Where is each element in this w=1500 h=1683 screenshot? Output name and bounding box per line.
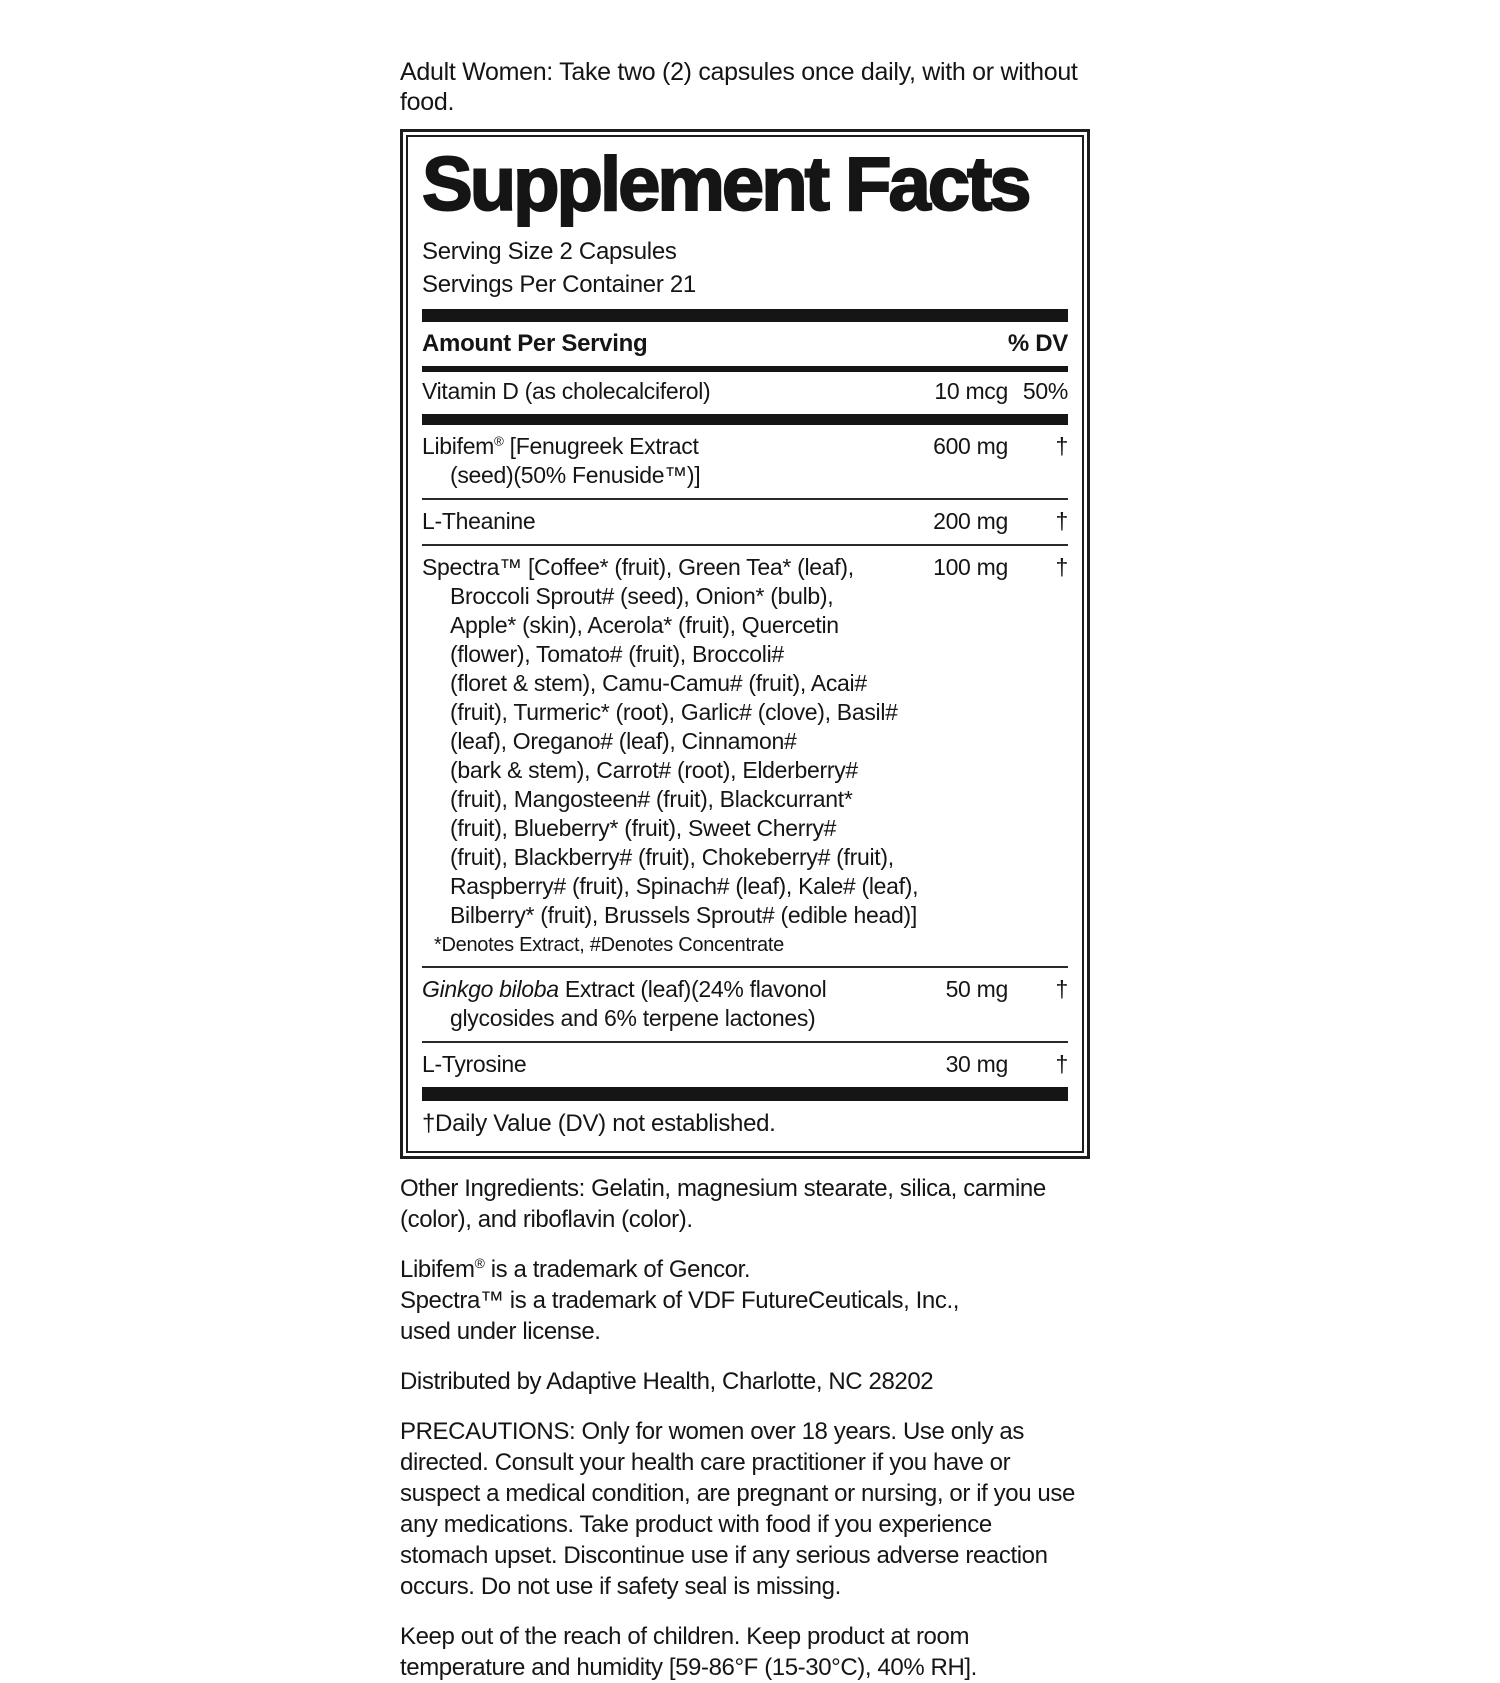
ingredient-name: Vitamin D (as cholecalciferol) xyxy=(422,378,711,405)
supplement-facts-panel xyxy=(400,129,1090,1159)
ingredient-dv: 50% xyxy=(1022,378,1068,405)
ingredient-name: L-Theanine xyxy=(422,508,536,535)
divider xyxy=(422,498,1068,500)
ingredient-name: Spectra™ [Coffee* (fruit), Green Tea* (leaf), Broccoli Sprout# (seed), Onion* (bulb), Apple* (skin), Acerola* (fruit), Quercetin (flower), Tomato# (fruit), Broccoli# (floret & stem), Camu-Camu# (fruit), Acai# (fruit), Turmeric* (root), Garlic# (clove), Basil# (leaf), Oregano# (leaf), Cinnamon# (bark & stem), Carrot# (root), Elderberry# (fruit), Mangosteen# (fruit), Blackcurrant* (fruit), Blueberry* (fruit), Sweet Cherry# (fruit), Blackberry# (fruit), Chokeberry# (fruit), Raspberry# (fruit), Spinach# (leaf), Kale# (leaf), Bilberry* (fruit), Brussels Sprout# (edible head)] *Denotes Extract, #Denotes Concentrate xyxy=(422,554,919,957)
supplement-facts-inner xyxy=(406,135,1084,1153)
ingredient-name: Ginkgo biloba Extract (leaf)(24% flavonol glycosides and 6% terpene lactones) xyxy=(422,976,827,1032)
ingredient-amount: 200 mg xyxy=(933,508,1008,535)
ingredient-name: L-Tyrosine xyxy=(422,1051,527,1078)
divider xyxy=(422,1041,1068,1043)
ingredient-row xyxy=(422,548,1068,962)
precautions-text: PRECAUTIONS: Only for women over 18 years. Use only as directed. Consult your health care practitioner if you have or suspect a medical condition, are pregnant or nursing, or if you use any medications. Take product with food if you experience stomach upset. Discontinue use if any serious adverse reaction occurs. Do not use if safety seal is missing. xyxy=(400,1418,1075,1601)
divider xyxy=(422,544,1068,546)
ingredient-amount: 10 mcg xyxy=(934,378,1008,405)
panel-title: Supplement Facts xyxy=(422,142,1029,227)
ingredient-row xyxy=(422,427,1068,494)
usage-instruction: Adult Women: Take two (2) capsules once daily, with or without food. xyxy=(400,58,1078,116)
ingredient-row xyxy=(422,502,1068,540)
divider xyxy=(422,1087,1068,1101)
ingredient-rows xyxy=(422,372,1068,1101)
ingredient-dv: † xyxy=(1055,508,1068,535)
serving-size: Serving Size 2 Capsules xyxy=(422,238,677,266)
distributor-line: Distributed by Adaptive Health, Charlotte, NC 28202 xyxy=(400,1368,934,1396)
ingredient-dv: † xyxy=(1055,976,1068,1003)
ingredient-row xyxy=(422,1045,1068,1083)
ingredient-row xyxy=(422,970,1068,1037)
ingredient-amount: 30 mg xyxy=(945,1051,1008,1078)
ingredient-name: Libifem® [Fenugreek Extract (seed)(50% Fenuside™)] xyxy=(422,433,701,489)
denotes-note: *Denotes Extract, #Denotes Concentrate xyxy=(434,934,784,957)
amount-per-serving-header: Amount Per Serving xyxy=(422,330,648,358)
ingredient-amount: 600 mg xyxy=(933,433,1008,460)
ingredient-amount: 50 mg xyxy=(945,976,1008,1003)
label-content xyxy=(400,57,1090,1683)
ingredient-dv: † xyxy=(1055,554,1068,581)
divider xyxy=(422,414,1068,425)
storage-text: Keep out of the reach of children. Keep product at room temperature and humidity [59-86°F (15-30°C), 40% RH]. xyxy=(400,1623,977,1682)
dv-footnote: †Daily Value (DV) not established. xyxy=(422,1110,776,1138)
ingredient-row xyxy=(422,372,1068,410)
divider-thick xyxy=(422,309,1068,322)
ingredient-dv: † xyxy=(1055,433,1068,460)
other-ingredients: Other Ingredients: Gelatin, magnesium stearate, silica, carmine (color), and riboflavin (color). xyxy=(400,1175,1046,1234)
divider xyxy=(422,966,1068,968)
ingredient-amount: 100 mg xyxy=(933,554,1008,581)
trademark-notice: Libifem® is a trademark of Gencor. Spectra™ is a trademark of VDF FutureCeuticals, Inc., used under license. xyxy=(400,1255,960,1346)
ingredient-dv: † xyxy=(1055,1051,1068,1078)
servings-per-container: Servings Per Container 21 xyxy=(422,271,696,299)
percent-dv-header: % DV xyxy=(1007,330,1068,358)
table-header xyxy=(422,322,1068,364)
